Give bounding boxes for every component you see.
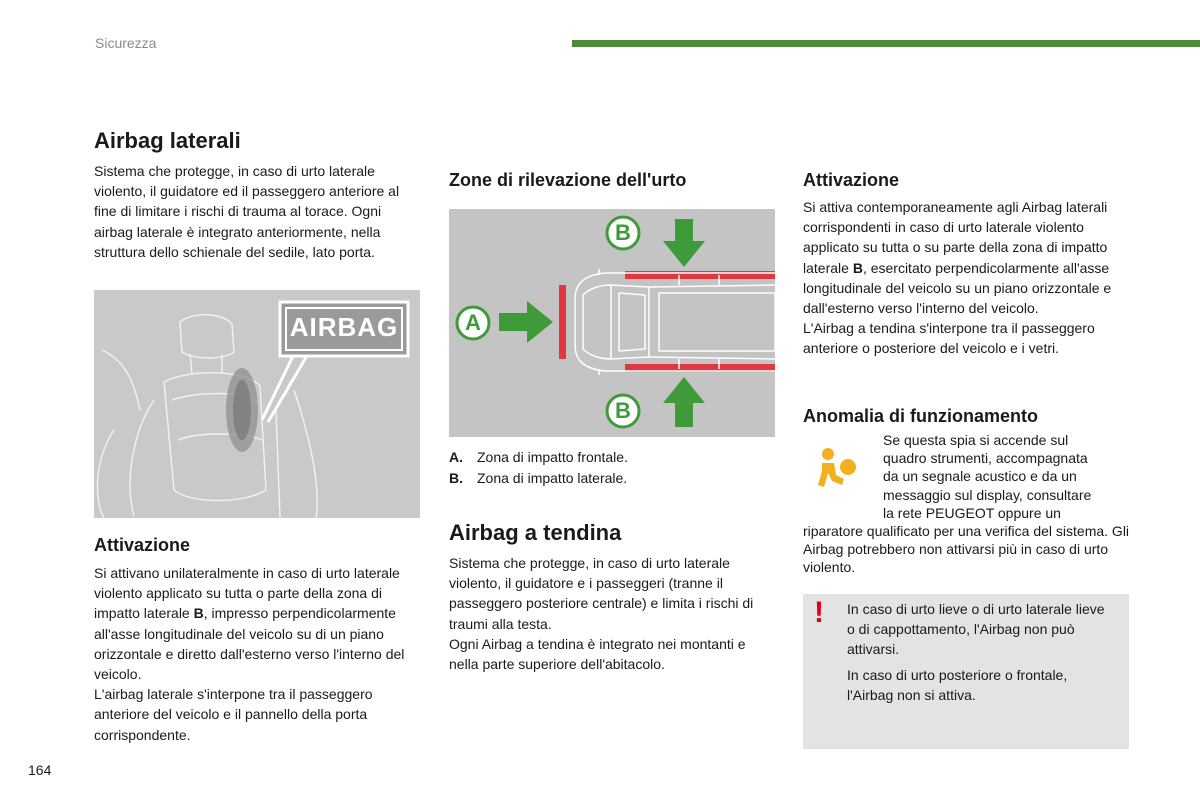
curtain-activation-title: Attivazione bbox=[803, 170, 900, 190]
zone-a-label: A bbox=[465, 310, 481, 335]
anomaly-line: messaggio sul display, consultare bbox=[883, 486, 1092, 503]
impact-zones-diagram bbox=[449, 209, 775, 437]
legend-text: Zona di impatto frontale. bbox=[477, 449, 628, 465]
airbag-label: AIRBAG bbox=[289, 312, 399, 342]
section-color-bar bbox=[572, 40, 1200, 47]
warning-text-1: In caso di urto lieve o di urto laterale lieve o di cappottamento, l'Airbag non può attivarsi. bbox=[847, 601, 1105, 658]
warning-text-2: In caso di urto posteriore o frontale, l'Airbag non si attiva. bbox=[847, 667, 1068, 704]
curtain-airbag-text bbox=[449, 553, 774, 674]
legend-key: A. bbox=[449, 449, 463, 465]
curtain-activation-part1: Si attiva contemporaneamente agli Airbag laterali corrispondenti in caso di urto laterale violento applicato su tutta o su parte della zona di impatto laterale bbox=[803, 199, 1108, 276]
side-activation-title: Attivazione bbox=[94, 535, 191, 555]
zone-b-top-label: B bbox=[615, 220, 631, 245]
side-airbag-title: Airbag laterali bbox=[94, 128, 241, 153]
page-number: 164 bbox=[28, 762, 52, 778]
zone-b-ref: B bbox=[193, 605, 204, 622]
curtain-activation-part3: L'Airbag a tendina s'interpone tra il passeggero anteriore o posteriore del veicolo e i vetri. bbox=[803, 320, 1095, 357]
zones-title: Zone di rilevazione dell'urto bbox=[449, 170, 687, 190]
section-label: Sicurezza bbox=[95, 35, 157, 51]
zone-b-bottom-label: B bbox=[615, 398, 631, 423]
anomaly-line: quadro strumenti, accompagnata bbox=[883, 450, 1088, 467]
anomaly-title: Anomalia di funzionamento bbox=[803, 406, 1039, 426]
anomaly-rest: riparatore qualificato per una verifica del sistema. Gli Airbag potrebbero non attivarsi più in caso di urto violento. bbox=[803, 523, 1130, 576]
legend-key: B. bbox=[449, 470, 463, 486]
side-activation-text-part2: , impresso perpendicolarmente all'asse longitudinale del veicolo su di un piano orizzontale e diretto dall'esterno verso l'interno del veicolo. bbox=[94, 605, 405, 683]
legend-text: Zona di impatto laterale. bbox=[477, 470, 628, 486]
seat-airbag-figure bbox=[94, 290, 420, 518]
curtain-text-part2: Ogni Airbag a tendina è integrato nei montanti e nella parte superiore dell'abitacolo. bbox=[449, 635, 746, 673]
side-activation-text-part3: L'airbag laterale s'interpone tra il passeggero anteriore del veicolo e il pannello della porta corrispondente. bbox=[94, 686, 373, 743]
legend-row-b bbox=[449, 468, 775, 489]
zones-legend bbox=[449, 447, 775, 489]
legend-row-a bbox=[449, 447, 775, 468]
anomaly-line: la rete PEUGEOT oppure un bbox=[883, 504, 1061, 521]
side-airbag-intro: Sistema che protegge, in caso di urto laterale violento, il guidatore ed il passeggero anteriore al fine di limitare i rischi di trauma al torace. Ogni airbag laterale è integrato anteriormente, nella struttura dello schienale del sedile, lato porta. bbox=[94, 163, 400, 260]
airbag-warning-icon bbox=[814, 445, 860, 491]
zone-b-ref: B bbox=[852, 259, 863, 276]
curtain-activation-part2: , esercitato perpendicolarmente all'asse longitudinale del veicolo su un piano orizzontale e dall'esterno verso l'interno del veicolo. bbox=[803, 259, 1112, 317]
side-activation-text-part1: Si attivano unilateralmente in caso di urto laterale violento applicato su tutta o parte della zona di impatto laterale bbox=[94, 565, 400, 622]
curtain-text-part1: Sistema che protegge, in caso di urto laterale violento, il guidatore e i passeggeri (tranne il passeggero posteriore centrale) e limita i rischi di traumi alla testa. bbox=[449, 555, 754, 632]
side-activation-text bbox=[94, 563, 419, 745]
anomaly-line: Se questa spia si accende sul bbox=[883, 432, 1069, 448]
exclamation-icon: ! bbox=[814, 596, 824, 629]
anomaly-lines bbox=[883, 431, 1133, 522]
curtain-airbag-title: Airbag a tendina bbox=[449, 520, 622, 545]
anomaly-line: da un segnale acustico e da un bbox=[883, 468, 1077, 485]
curtain-activation-text bbox=[803, 197, 1131, 359]
